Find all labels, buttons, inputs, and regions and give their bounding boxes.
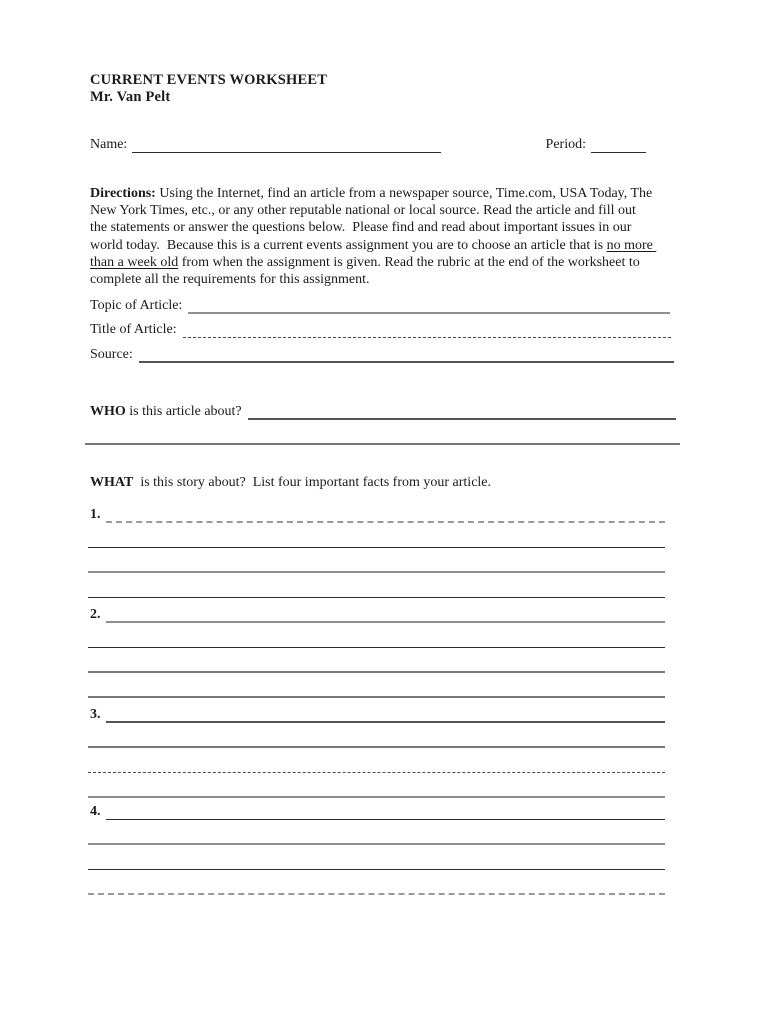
- fact-item-2-blank[interactable]: [106, 606, 666, 623]
- what-question-keyword: WHAT: [90, 475, 134, 490]
- directions-paragraph: [90, 185, 657, 288]
- fact-item-3-first-row: [88, 699, 665, 723]
- page-title: CURRENT EVENTS WORKSHEET: [90, 72, 328, 88]
- topic-of-article-row: [90, 296, 670, 314]
- title-of-article-row: [90, 320, 671, 338]
- who-question-text: is this article about?: [125, 404, 242, 419]
- author-name: Mr. Van Pelt: [90, 89, 171, 105]
- topic-field-label: Topic of Article:: [90, 298, 183, 313]
- fact-item-1-ruled-line[interactable]: [88, 523, 665, 548]
- fact-item-4-ruled-line[interactable]: [88, 870, 665, 895]
- name-period-row: [90, 135, 646, 153]
- fact-item-2: [88, 599, 665, 698]
- fact-item-2-ruled-line[interactable]: [88, 673, 665, 698]
- fact-item-2-first-row: [88, 599, 665, 623]
- who-answer-blank[interactable]: [248, 403, 676, 420]
- who-question-keyword: WHO: [90, 404, 126, 419]
- name-field-label: Name:: [90, 137, 128, 152]
- directions-label: Directions:: [90, 186, 156, 201]
- fact-item-3-ruled-line[interactable]: [88, 723, 665, 748]
- directions-text-before: Using the Internet, find an article from a newspaper source, Time.com, USA Today, The New York Times, etc., or any other reputable national or local source. Read the article and fill out the statements or answer the questions below. Please find and read about important issues in our world today. Because this is a current events assignment you are to choose an article that is: [90, 186, 656, 253]
- who-question-row: [90, 402, 676, 420]
- fact-item-1-blank[interactable]: [106, 506, 666, 523]
- fact-item-3-ruled-line[interactable]: [88, 773, 665, 798]
- source-field-label: Source:: [90, 347, 133, 362]
- topic-field-blank[interactable]: [188, 297, 670, 314]
- fact-item-1-ruled-line[interactable]: [88, 548, 665, 573]
- fact-item-1-ruled-line[interactable]: [88, 573, 665, 598]
- fact-item-2-ruled-line[interactable]: [88, 623, 665, 648]
- fact-item-3-blank[interactable]: [106, 706, 666, 723]
- fact-item-4-ruled-line[interactable]: [88, 820, 665, 845]
- fact-item-3-ruled-line[interactable]: [88, 748, 665, 773]
- who-answer-line-2[interactable]: [85, 428, 680, 445]
- fact-item-4-ruled-line[interactable]: [88, 845, 665, 870]
- name-field-blank[interactable]: [132, 136, 441, 153]
- fact-item-4: [88, 796, 665, 895]
- fact-item-3: [88, 699, 665, 798]
- worksheet-header: [90, 72, 327, 106]
- title-field-blank[interactable]: [183, 321, 671, 338]
- fact-item-1: [88, 499, 665, 598]
- what-question-row: [90, 474, 491, 491]
- fact-item-2-ruled-line[interactable]: [88, 648, 665, 673]
- period-field-blank[interactable]: [591, 136, 646, 153]
- period-field-label: Period:: [545, 137, 586, 152]
- directions-text-after: from when the assignment is given. Read the rubric at the end of the worksheet to complete all the requirements for this assignment.: [90, 254, 644, 288]
- what-question-text: is this story about? List four important facts from your article.: [136, 475, 492, 490]
- fact-item-2-number: 2.: [90, 607, 101, 622]
- directions-underlined-phrase: no more than a week old: [90, 237, 657, 270]
- fact-item-1-first-row: [88, 499, 665, 523]
- source-field-blank[interactable]: [139, 346, 674, 363]
- title-field-label: Title of Article:: [90, 322, 177, 337]
- fact-item-3-number: 3.: [90, 707, 101, 722]
- fact-item-4-number: 4.: [90, 804, 101, 819]
- source-row: [90, 345, 674, 363]
- fact-item-4-blank[interactable]: [106, 803, 666, 820]
- fact-item-4-first-row: [88, 796, 665, 820]
- fact-item-1-number: 1.: [90, 507, 101, 522]
